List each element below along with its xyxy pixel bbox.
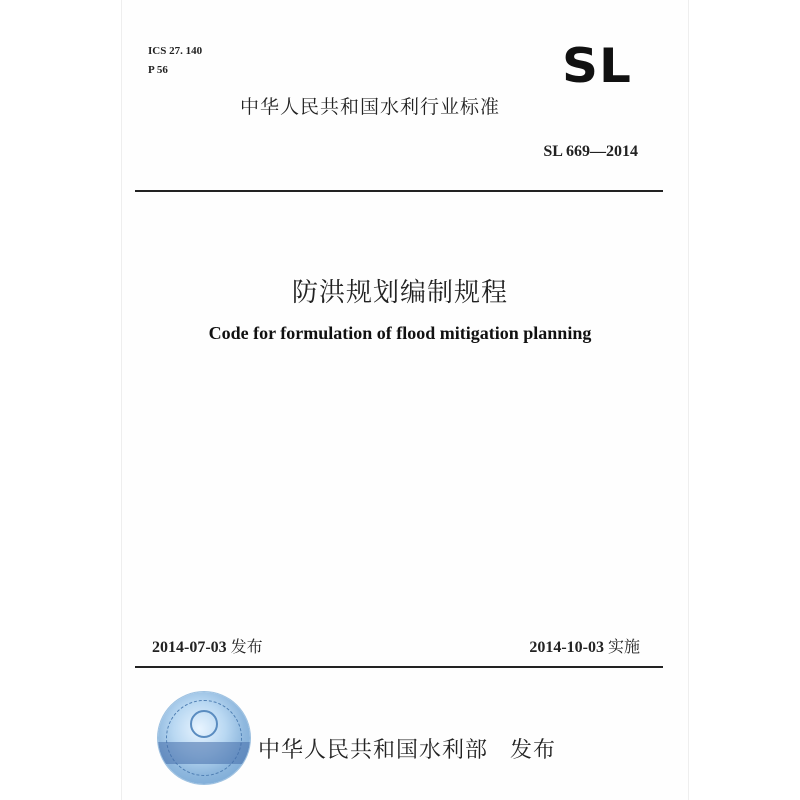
ics-code: ICS 27. 140 <box>148 45 203 57</box>
hologram-emblem <box>190 710 218 738</box>
standard-number: SL 669—2014 <box>543 143 638 160</box>
implementation-date: 2014-10-03 <box>529 639 604 656</box>
publisher-name: 中华人民共和国水利部 <box>258 738 489 763</box>
classification-code: P 56 <box>148 64 168 76</box>
hologram-band <box>158 742 250 764</box>
issue-date: 2014-07-03 <box>152 639 227 656</box>
standard-type: 中华人民共和国水利行业标准 <box>240 96 501 118</box>
footer-divider <box>135 666 663 668</box>
standard-cover <box>122 0 688 800</box>
release-label: 发布 <box>510 738 557 763</box>
sl-logo: SL <box>562 38 632 94</box>
publisher-block <box>258 733 556 764</box>
title-english: Code for formulation of flood mitigation planning <box>208 323 592 343</box>
classification-block <box>148 42 202 80</box>
title-chinese: 防洪规划编制规程 <box>291 278 508 308</box>
anti-counterfeit-hologram-icon <box>158 692 250 784</box>
implementation-date-block <box>529 634 640 657</box>
header-divider <box>135 190 663 192</box>
issue-date-block <box>152 634 263 657</box>
implementation-label: 实施 <box>607 637 640 656</box>
issue-label: 发布 <box>230 637 263 656</box>
